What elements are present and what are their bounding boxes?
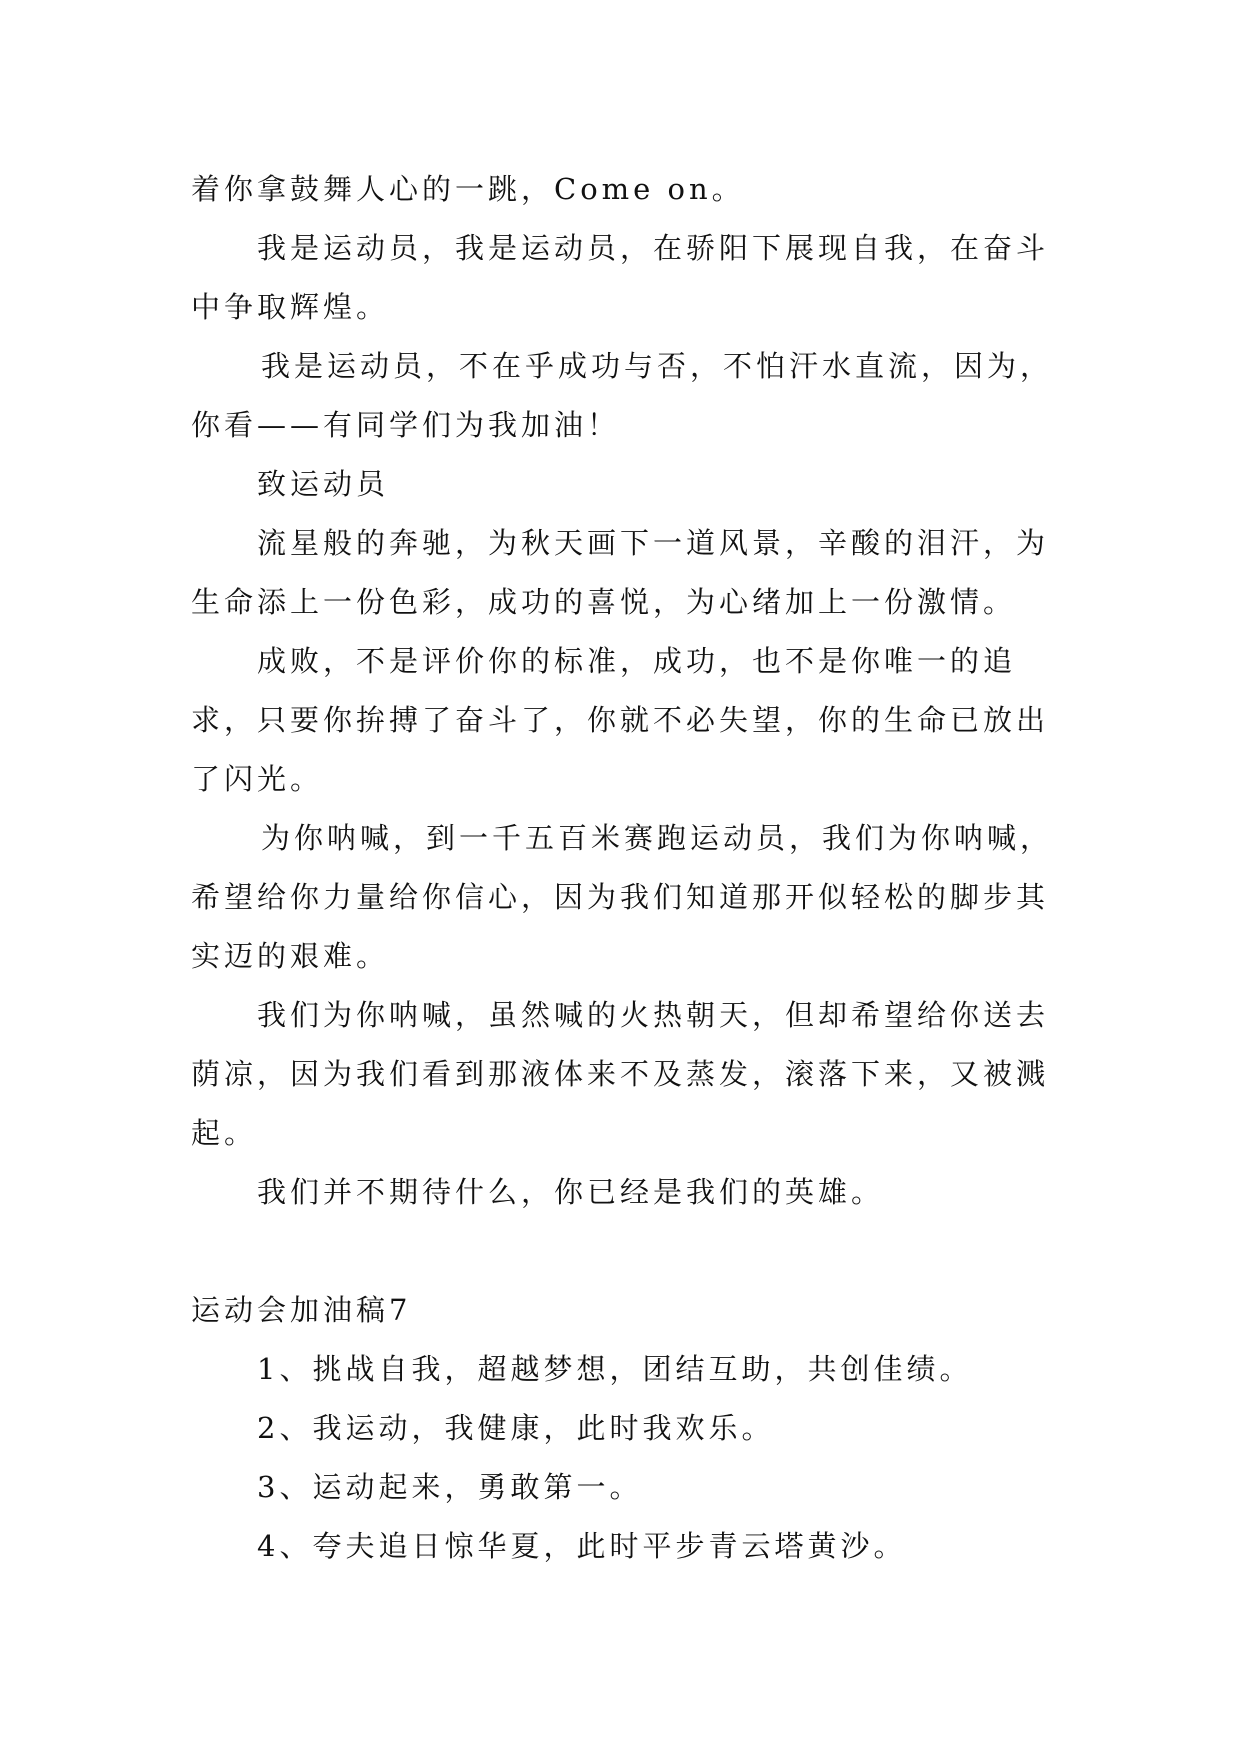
list-item: 4、夸夫追日惊华夏，此时平步青云塔黄沙。 bbox=[257, 1529, 907, 1563]
paragraph: 我是运动员，我是运动员，在骄阳下展现自我，在奋斗中争取辉煌。 bbox=[191, 231, 1050, 324]
list-item: 2、我运动，我健康，此时我欢乐。 bbox=[257, 1411, 775, 1445]
paragraph: 为你呐喊，到一千五百米赛跑运动员，我们为你呐喊，希望给你力量给你信心，因为我们知道那开似轻松的脚步其实迈的艰难。 bbox=[191, 821, 1054, 973]
spacer bbox=[191, 1222, 1056, 1281]
paragraph: 我们并不期待什么，你已经是我们的英雄。 bbox=[257, 1175, 885, 1209]
paragraph: 流星般的奔驰，为秋天画下一道风景，辛酸的泪汗，为生命添上一份色彩，成功的喜悦，为心绪加上一份激情。 bbox=[191, 526, 1050, 619]
list-item: 1、挑战自我，超越梦想，团结互助，共创佳绩。 bbox=[257, 1352, 973, 1386]
paragraph: 成败，不是评价你的标准，成功，也不是你唯一的追求，只要你拚搏了奋斗了，你就不必失望，你的生命已放出了闪光。 bbox=[191, 644, 1050, 796]
paragraph-continuation: 着你拿鼓舞人心的一跳，Come on。 bbox=[191, 172, 745, 206]
list-item: 3、运动起来，勇敢第一。 bbox=[257, 1470, 643, 1504]
section-title: 运动会加油稿7 bbox=[191, 1293, 412, 1327]
paragraph: 我是运动员，不在乎成功与否，不怕汗水直流，因为，你看——有同学们为我加油！ bbox=[191, 349, 1054, 442]
document-body bbox=[191, 160, 1056, 1576]
subheading: 致运动员 bbox=[257, 467, 390, 501]
paragraph: 我们为你呐喊，虽然喊的火热朝天，但却希望给你送去荫凉，因为我们看到那液体来不及蒸发，滚落下来，又被溅起。 bbox=[191, 998, 1050, 1150]
